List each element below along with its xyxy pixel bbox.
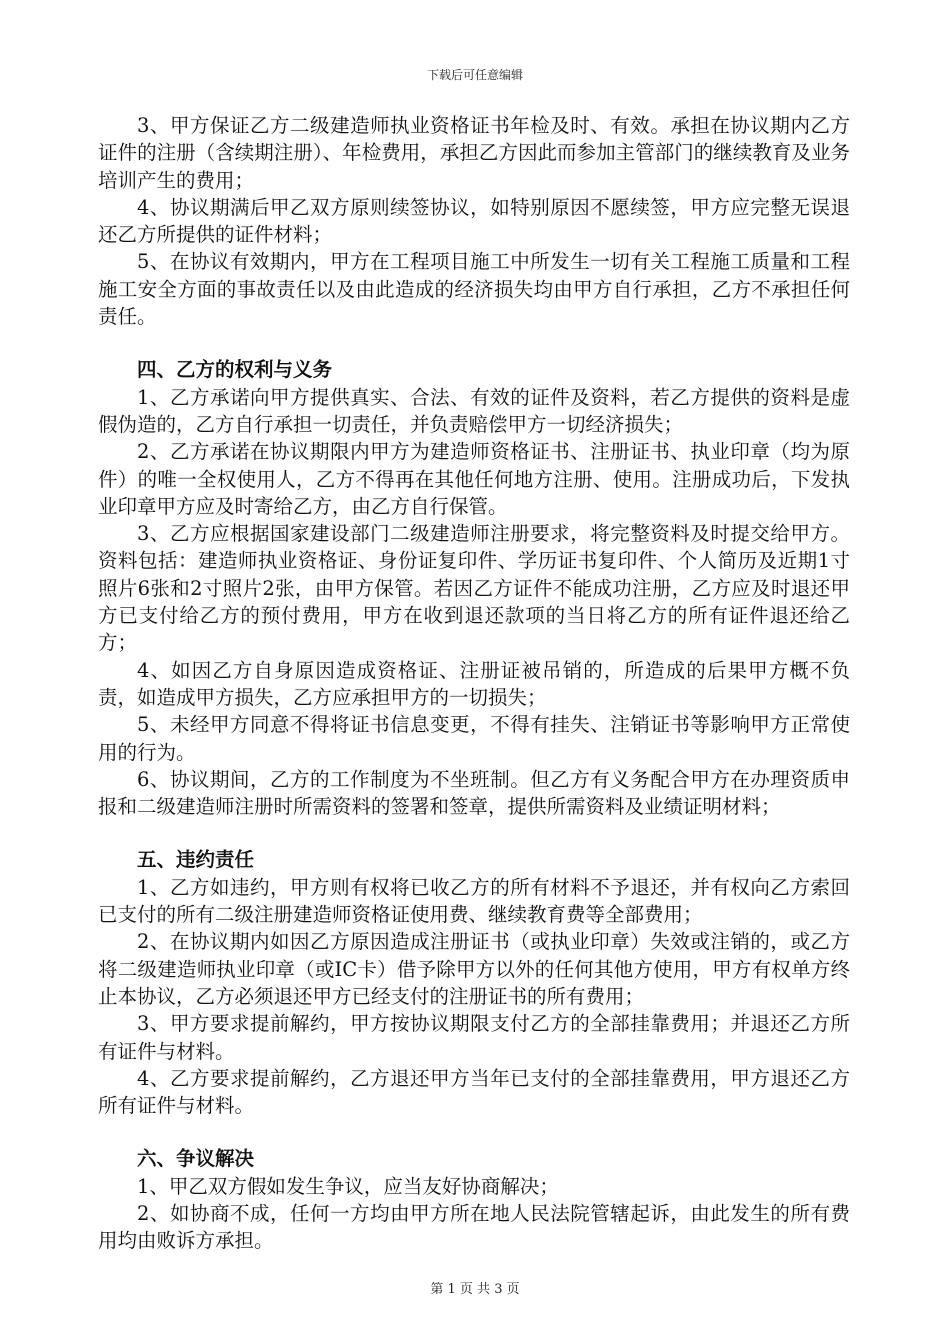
paragraph: 6、协议期间，乙方的工作制度为不坐班制。但乙方有义务配合甲方在办理资质申报和二级建造师注册时所需资料的签署和签章，提供所需资料及业绩证明材料； [98, 767, 850, 819]
paragraph: 1、乙方如违约，甲方则有权将已收乙方的所有材料不予退还，并有权向乙方索回已支付的所有二级注册建造师资格证使用费、继续教育费等全部费用； [98, 875, 850, 927]
paragraph: 5、未经甲方同意不得将证书信息变更，不得有挂失、注销证书等影响甲方正常使用的行为。 [98, 713, 850, 764]
page-header: 下载后可任意编辑 [426, 68, 523, 82]
section-heading: 四、乙方的权利与义务 [137, 358, 333, 382]
section-intro [98, 112, 850, 330]
section-heading: 五、违约责任 [137, 848, 255, 872]
paragraph: 1、乙方承诺向甲方提供真实、合法、有效的证件及资料，若乙方提供的资料是虚假伪造的，乙方自行承担一切责任，并负责赔偿甲方一切经济损失； [98, 385, 850, 436]
paragraph: 1、甲乙双方假如发生争议，应当友好协商解决； [137, 1174, 559, 1198]
section-rights-obligations [98, 356, 850, 820]
section-breach-liability [98, 846, 850, 1119]
paragraph: 3、甲方保证乙方二级建造师执业资格证书年检及时、有效。承担在协议期内乙方证件的注册（含续期注册）、年检费用，承担乙方因此而参加主管部门的继续教育及业务培训产生的费用； [98, 114, 850, 192]
paragraph: 4、如因乙方自身原因造成资格证、注册证被吊销的，所造成的后果甲方概不负责，如造成甲方损失，乙方应承担甲方的一切损失； [98, 658, 850, 709]
section-heading: 六、争议解决 [137, 1147, 255, 1171]
page-footer: 第 1 页 共 3 页 [430, 1282, 520, 1297]
paragraph: 2、在协议期内如因乙方原因造成注册证书（或执业印章）失效或注销的，或乙方将二级建造师执业印章（或IC卡）借予除甲方以外的任何其他方使用，甲方有权单方终止本协议，乙方必须退还甲方已经支付的注册证书的所有费用； [98, 930, 850, 1008]
paragraph: 4、协议期满后甲乙双方原则续签协议，如特别原因不愿续签，甲方应完整无误退还乙方所提供的证件材料； [98, 195, 850, 247]
paragraph: 5、在协议有效期内，甲方在工程项目施工中所发生一切有关工程施工质量和工程施工安全方面的事故责任以及由此造成的经济损失均由甲方自行承担，乙方不承担任何责任。 [98, 250, 850, 329]
paragraph: 3、乙方应根据国家建设部门二级建造师注册要求，将完整资料及时提交给甲方。资料包括：建造师执业资格证、身份证复印件、学历证书复印件、个人简历及近期1寸照片6张和2寸照片2张，由甲方保管。若因乙方证件不能成功注册，乙方应及时退还甲方已支付给乙方的预付费用，甲方在收到退还款项的当日将乙方的所有证件退还给乙方； [98, 522, 850, 655]
section-dispute-resolution [98, 1145, 850, 1254]
paragraph: 3、甲方要求提前解约，甲方按协议期限支付乙方的全部挂靠费用；并退还乙方所有证件与材料。 [98, 1012, 850, 1063]
paragraph: 2、乙方承诺在协议期限内甲方为建造师资格证书、注册证书、执业印章（均为原件）的唯一全权使用人，乙方不得再在其他任何地方注册、使用。注册成功后，下发执业印章甲方应及时寄给乙方，由乙方自行保管。 [98, 440, 850, 518]
paragraph: 2、如协商不成，任何一方均由甲方所在地人民法院管辖起诉，由此发生的所有费用均由败诉方承担。 [98, 1201, 850, 1253]
paragraph: 4、乙方要求提前解约，乙方退还甲方当年已支付的全部挂靠费用，甲方退还乙方所有证件与材料。 [98, 1066, 850, 1118]
document-body [98, 112, 850, 1255]
